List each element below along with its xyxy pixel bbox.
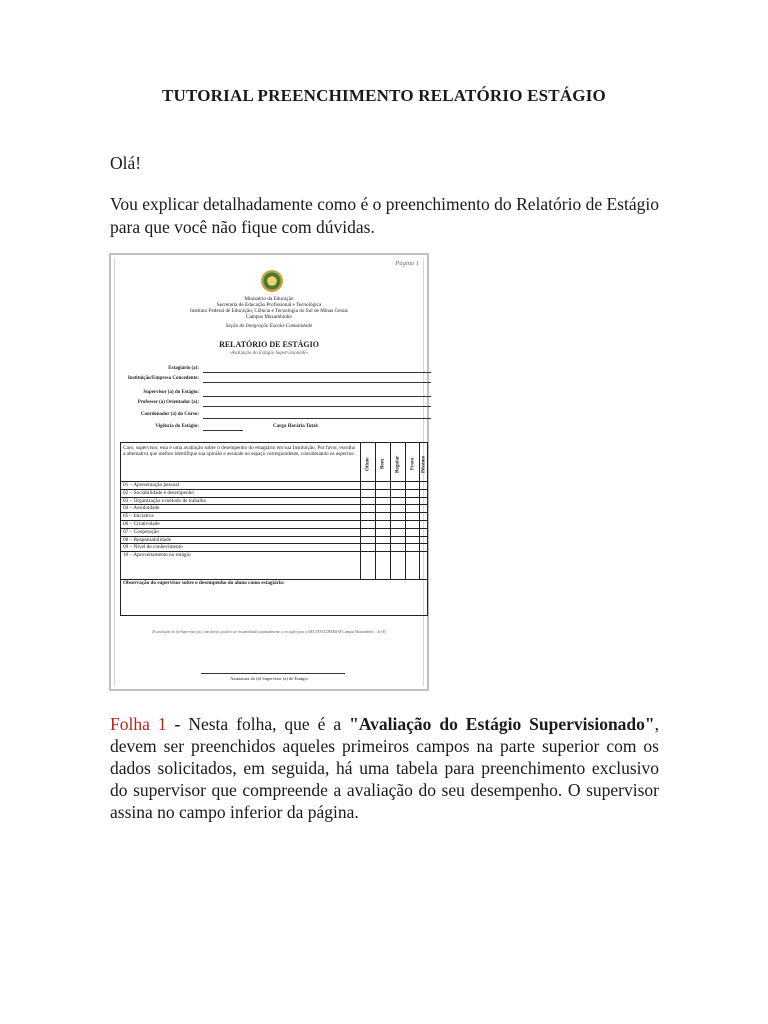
table-row: 09 – Nível de conhecimento	[121, 543, 427, 551]
form-field-label: Vigência do Estágio:	[155, 424, 199, 429]
table-row: 04 – Assiduidade	[121, 504, 427, 512]
form-field-label: Estagiário (a):	[168, 366, 199, 371]
signature-label: Assinatura do (a) Supervisor (a) de Estágio	[230, 676, 308, 681]
table-row: 01 – Apresentação pessoal	[121, 481, 427, 489]
form-field-line	[203, 396, 431, 397]
form-page-number: Página 1	[395, 260, 419, 267]
table-row: 07 – Cooperação	[121, 528, 427, 536]
form-field	[123, 366, 431, 374]
form-header-line: Ministério da Educação	[244, 296, 294, 302]
form-field	[123, 390, 431, 398]
observation-label: Observação do supervisor sobre o desempenho do aluno como estagiário:	[123, 580, 285, 586]
form-field	[123, 400, 431, 408]
greeting-paragraph: Olá!	[110, 153, 142, 173]
page-title: TUTORIAL PREENCHIMENTO RELATÓRIO ESTÁGIO	[162, 86, 606, 105]
form-field-label: Instituição/Empresa Concedente:	[127, 376, 199, 381]
table-row: 08 – Responsabilidade	[121, 536, 427, 544]
form-field-label: Supervisor (a) do Estágio:	[143, 390, 199, 395]
form-subtitle: -Avaliação do Estágio Supervisionado-	[229, 351, 309, 356]
evaluation-table	[120, 442, 428, 616]
form-field	[123, 424, 431, 432]
folha1-dash: -	[166, 714, 189, 734]
form-field-line	[203, 406, 431, 407]
column-header: Bom	[380, 459, 386, 469]
form-title: RELATÓRIO DE ESTÁGIO	[219, 340, 319, 349]
form-field-line	[203, 430, 243, 431]
form-field-label: Professor (a) Orientador (a):	[137, 400, 199, 405]
form-field	[123, 412, 431, 420]
form-field-label: Coordenador (a) do Curso:	[140, 412, 199, 417]
table-row: 05 – Iniciativa	[121, 512, 427, 520]
folha1-paragraph	[110, 713, 659, 823]
form-field-line	[203, 382, 431, 383]
form-note: (A avaliação do (a) Supervisor (a), com direito, poderá ser encaminhada separadamente e em sigilo para a SIEC/IFSULDEMINAS Campus Muzambinho – Set E)	[151, 630, 387, 634]
column-header: Fraco	[410, 457, 416, 471]
form-header-line: Instituto Federal de Educação, Ciência e Tecnologia do Sul de Minas Gerais	[190, 308, 348, 314]
carga-horaria-label: Carga Horária Total:	[273, 424, 319, 429]
evaluation-instructions: Caro, supervisor, esta é uma avaliação sobre o desempenho do estagiário em sua Instituição. Por favor, escolha a alternativa que melhor identifique sua opinião e assinale no espaço correspondente, considerando os aspectos:	[123, 445, 355, 457]
form-field-line	[203, 418, 431, 419]
form-header-line: Secretaria de Educação Profissional e Tecnológica	[216, 302, 322, 308]
folha1-text-before: Nesta folha, que é a	[188, 714, 350, 734]
form-field-line	[203, 372, 431, 373]
form-page	[114, 258, 427, 686]
folha1-bold-phrase: "Avaliação do Estágio Supervisionado"	[349, 714, 655, 734]
coat-of-arms-icon	[261, 270, 283, 292]
folha1-text-after: , devem ser preenchidos aqueles primeiros campos na parte superior com os dados solicitados, em seguida, há uma tabela para preenchimento exclusivo do supervisor que compreende a avaliação do seu desempenho. O supervisor assina no campo inferior da página.	[110, 714, 660, 822]
column-header: Regular	[395, 455, 401, 473]
table-row: 02 – Sociabilidade e desempenho	[121, 489, 427, 497]
table-row: 03 – Organização e método de trabalho	[121, 497, 427, 505]
table-row: 10 – Aproveitamento no estágio	[121, 551, 427, 559]
signature-line	[201, 673, 345, 674]
table-row: 06 – Criatividade	[121, 520, 427, 528]
form-field	[123, 376, 431, 384]
column-header: Péssimo	[421, 455, 427, 473]
folha1-label: Folha 1	[110, 714, 167, 734]
evaluation-items	[121, 481, 427, 559]
form-header-line: Seção de Integração Escola-Comunidade	[225, 323, 313, 329]
column-header: Ótimo	[365, 457, 371, 471]
form-header-line: Campus Muzambinho	[246, 314, 292, 320]
intro-paragraph: Vou explicar detalhadamente como é o preenchimento do Relatório de Estágio para que você não fique com dúvidas.	[110, 194, 659, 237]
form-screenshot	[109, 253, 429, 691]
